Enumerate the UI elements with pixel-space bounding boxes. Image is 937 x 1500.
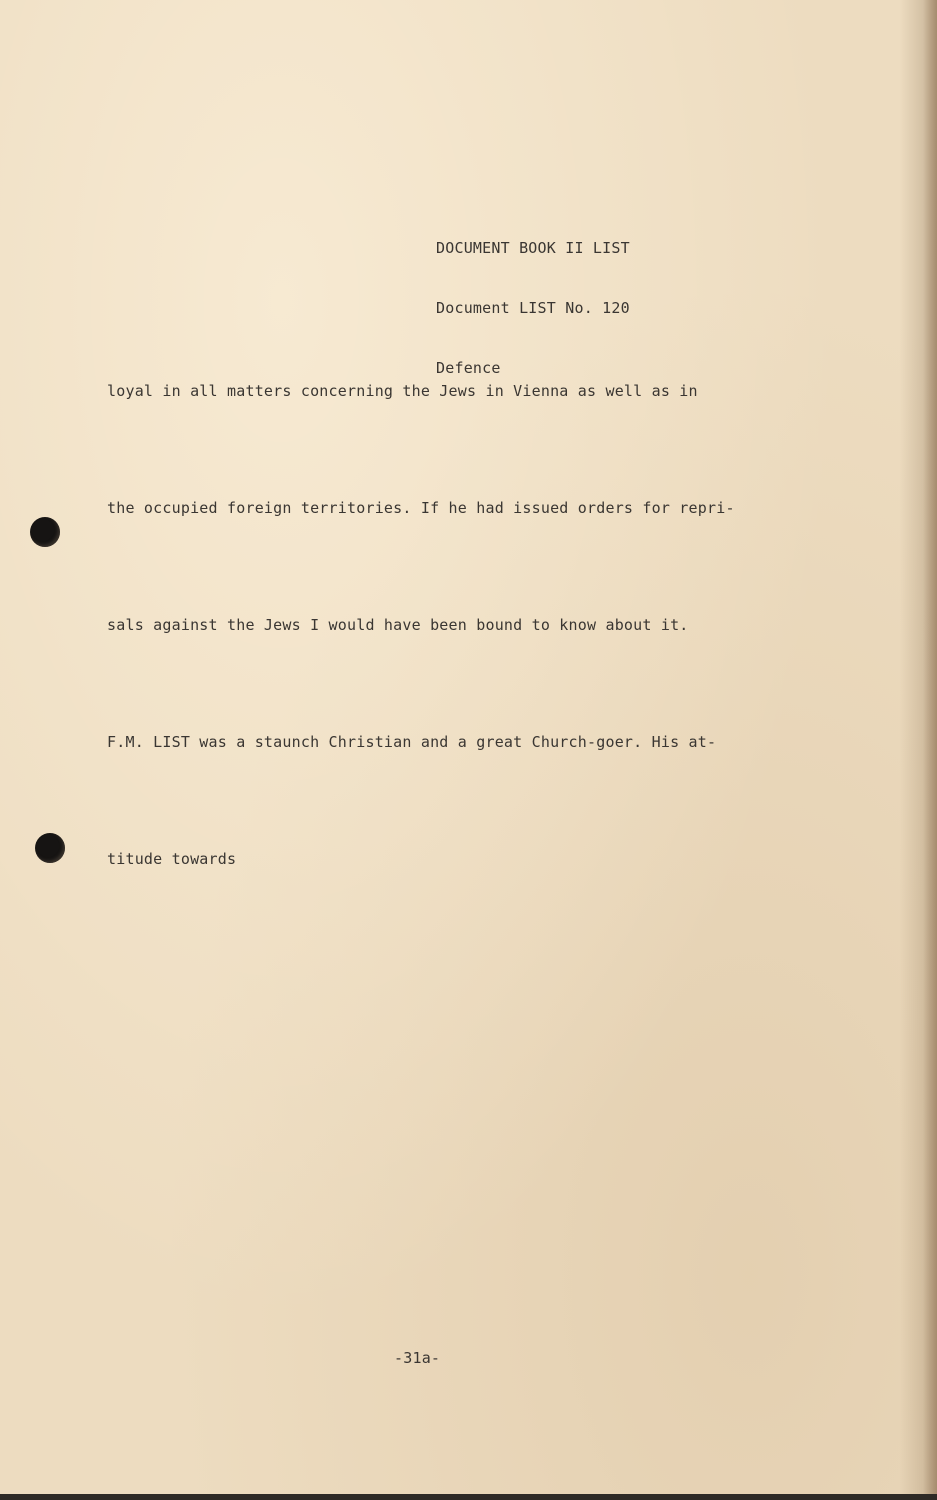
body-line-4: F.M. LIST was a staunch Christian and a great Church-goer. His at- (107, 733, 717, 751)
paper-edge-shadow (923, 0, 937, 1500)
body-line-2: the occupied foreign territories. If he had issued orders for repri- (107, 499, 735, 517)
header-document-number: Document LIST No. 120 (436, 299, 630, 317)
body-line-5: titude towards (107, 850, 237, 868)
page-number: -31a- (394, 1349, 441, 1367)
body-line-3: sals against the Jews I would have been bound to know about it. (107, 616, 689, 634)
punch-hole-upper (30, 517, 60, 547)
scan-bottom-edge (0, 1494, 937, 1500)
body-line-1: loyal in all matters concerning the Jews in Vienna as well as in (107, 382, 698, 400)
header-party: Defence (436, 359, 501, 377)
header-book-title: DOCUMENT BOOK II LIST (436, 239, 630, 257)
punch-hole-lower (35, 833, 65, 863)
body-text (107, 294, 735, 957)
